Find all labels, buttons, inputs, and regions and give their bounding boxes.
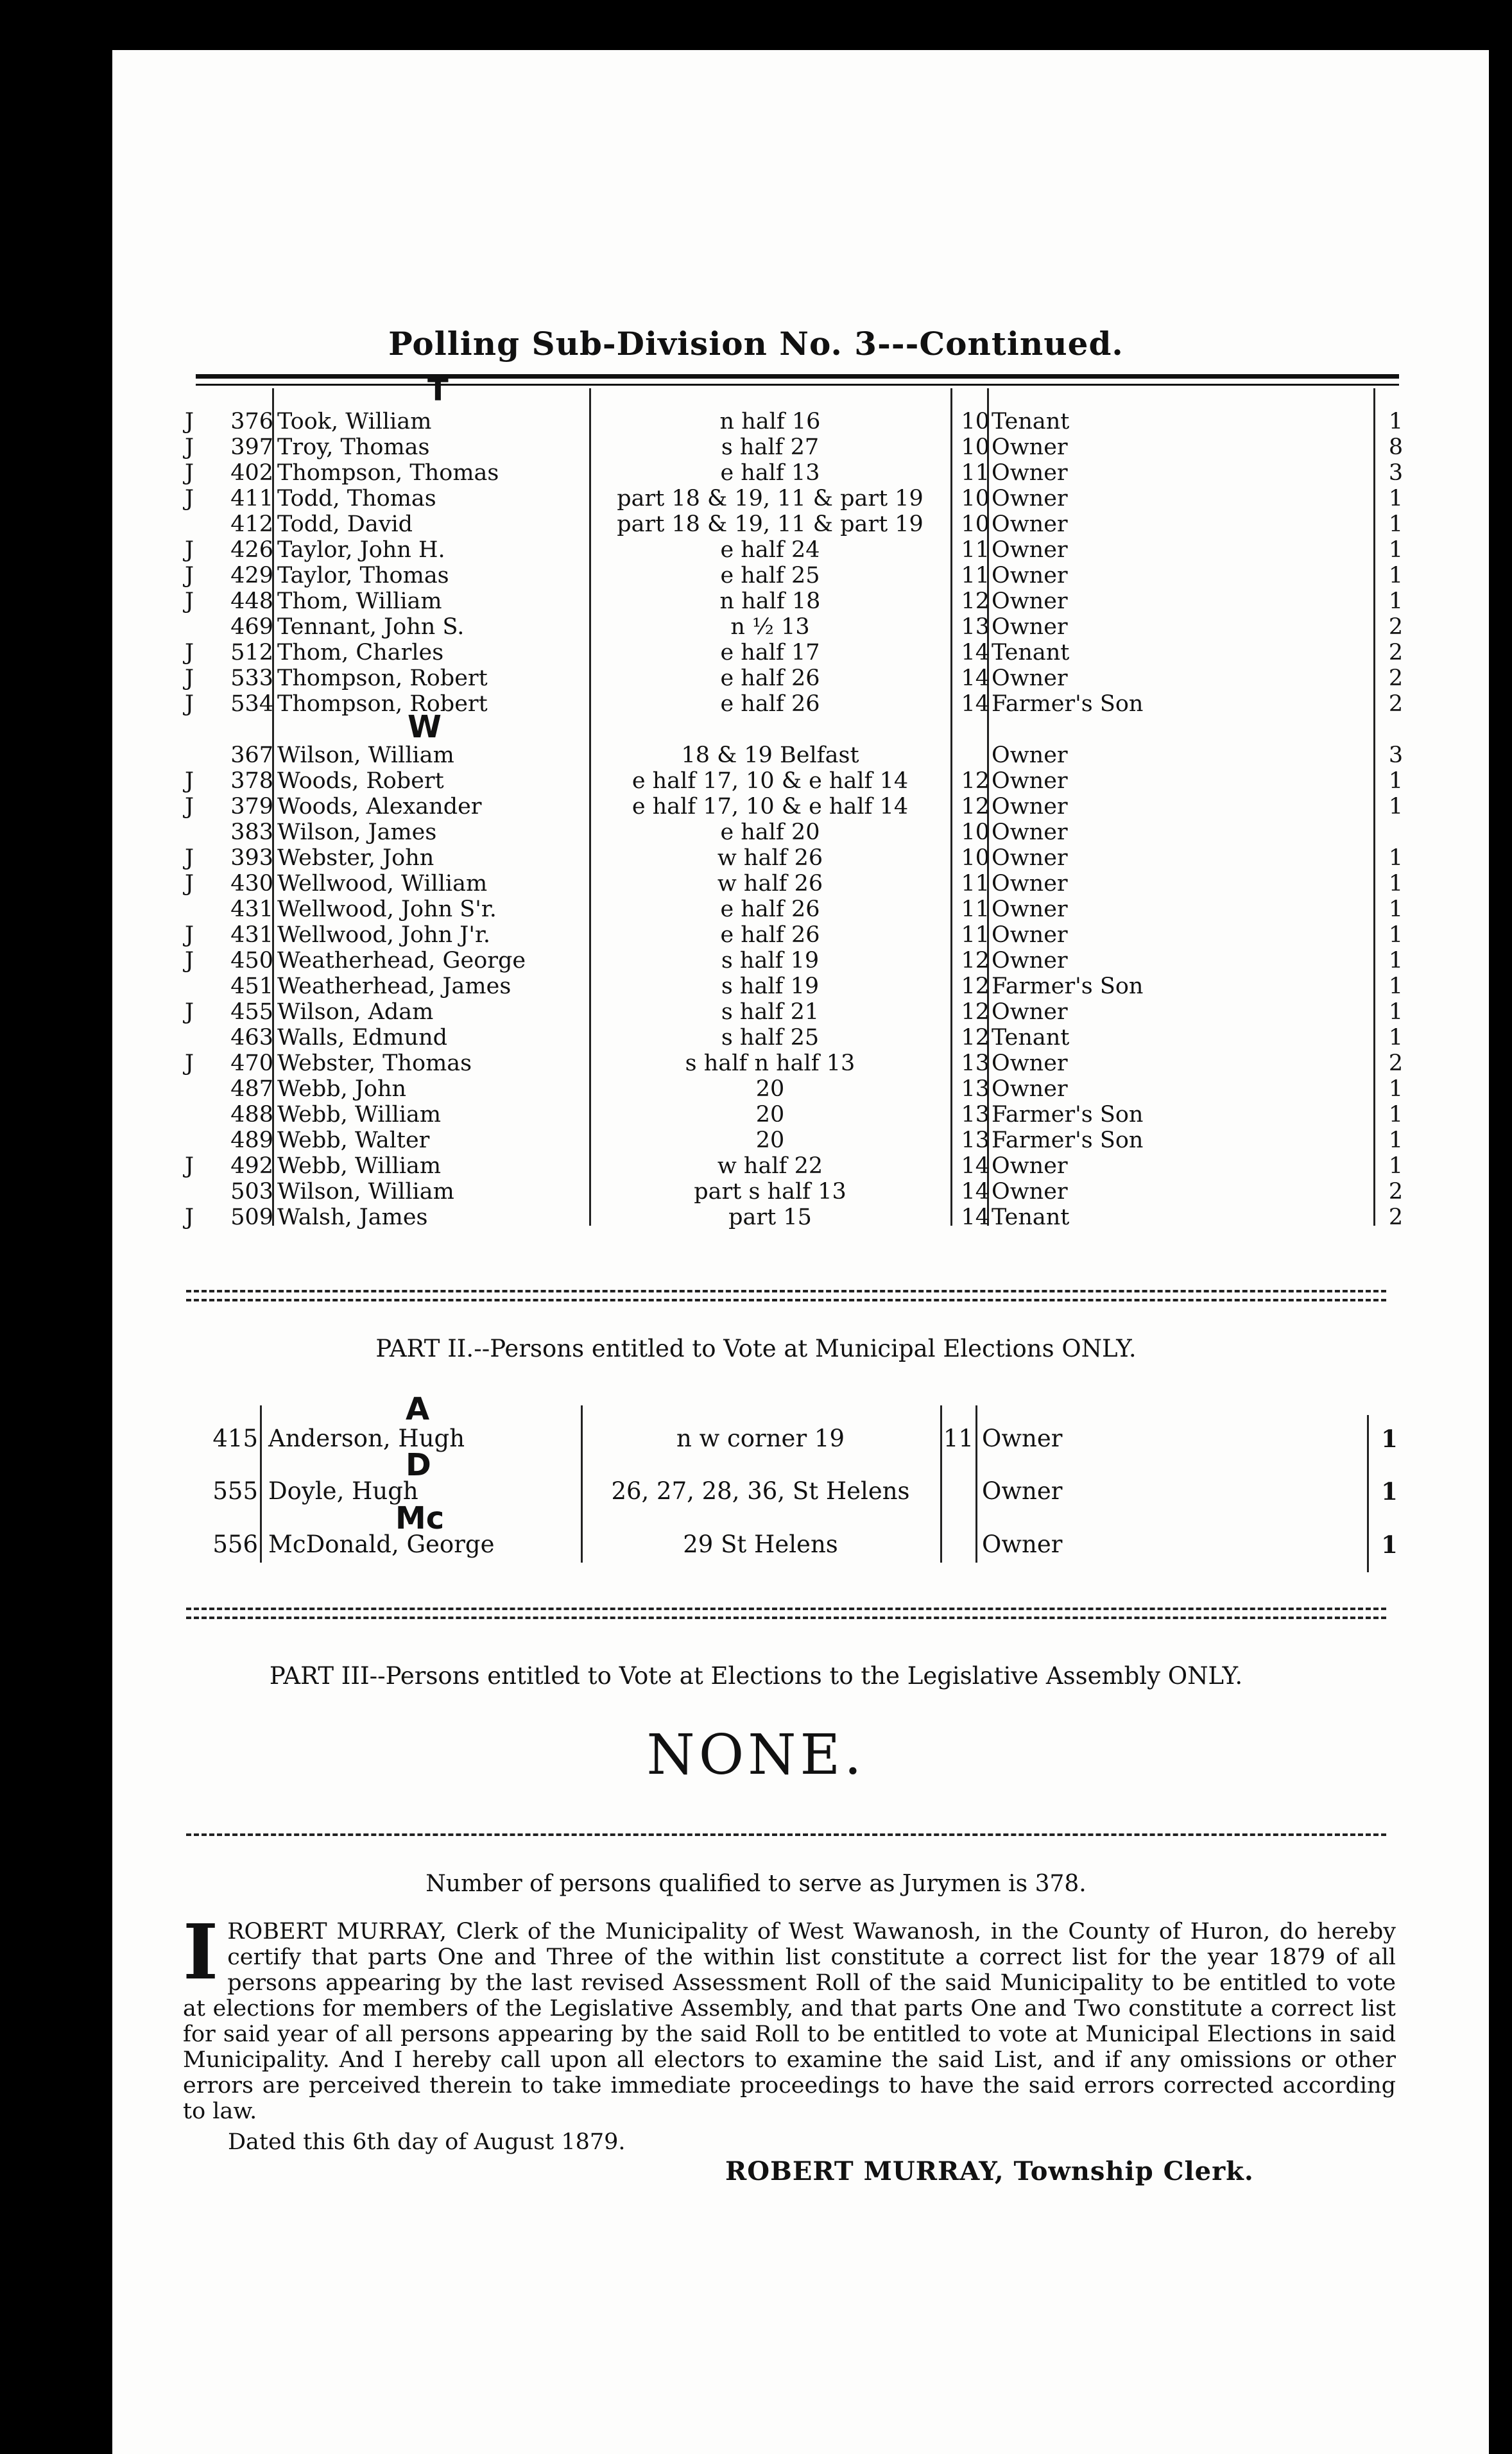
section-letter-a: A: [406, 1391, 430, 1427]
table-row: 367 Wilson, William 18 & 19 Belfast Owner 3: [230, 742, 1404, 768]
section-letter-mc: Mc: [395, 1500, 445, 1536]
table-row: 451 Weatherhead, James s half 19 12 Farmer's Son 1: [230, 974, 1404, 999]
jurymen-count: Number of persons qualified to serve as Jurymen is 378.: [425, 1871, 1087, 1897]
heading-rule-thin: [196, 384, 1399, 386]
table-row: 503 Wilson, William part s half 13 14 Owner 2: [230, 1179, 1404, 1205]
table-row: J 448 Thom, William n half 18 12 Owner 1: [185, 588, 1404, 614]
table-row: 412 Todd, David part 18 & 19, 11 & part 19 10 Owner 1: [230, 511, 1404, 537]
signature-line: ROBERT MURRAY, Township Clerk.: [725, 2156, 1254, 2186]
table-row: J 534 Thompson, Robert e half 26 14 Farmer's Son 2: [185, 691, 1404, 717]
table-row: J 402 Thompson, Thomas e half 13 11 Owner 3: [185, 460, 1404, 486]
section-divider: [186, 1299, 1386, 1301]
certificate-paragraph: [183, 1907, 1396, 2124]
table-row: J 492 Webb, William w half 22 14 Owner 1: [185, 1153, 1404, 1179]
table-row: J 431 Wellwood, John J'r. e half 26 11 Owner 1: [185, 922, 1404, 948]
section-divider: [186, 1833, 1386, 1836]
section-letter-d: D: [406, 1447, 431, 1483]
table-row: 383 Wilson, James e half 20 10 Owner: [230, 819, 1068, 845]
section-letter-w: W: [408, 709, 442, 745]
table-row: 463 Walls, Edmund s half 25 12 Tenant 1: [230, 1025, 1404, 1051]
table-row: J 426 Taylor, John H. e half 24 11 Owner 1: [185, 537, 1404, 563]
table-row: J 411 Todd, Thomas part 18 & 19, 11 & part 19 10 Owner 1: [185, 486, 1404, 511]
table-row: J 376 Took, William n half 16 10 Tenant 1: [185, 409, 1404, 434]
table-row: J 378 Woods, Robert e half 17, 10 & e half 14 12 Owner 1: [185, 768, 1404, 794]
section-divider: [186, 1617, 1386, 1619]
table-row: J 397 Troy, Thomas s half 27 10 Owner 8: [185, 434, 1404, 460]
table-row: J 450 Weatherhead, George s half 19 12 Owner 1: [185, 948, 1404, 974]
table-row: 555 Doyle, Hugh 26, 27, 28, 36, St Helens Owner 1: [212, 1477, 1398, 1506]
drop-cap: I: [183, 1907, 219, 1996]
table-row: 415 Anderson, Hugh n w corner 19 11 Owner 1: [212, 1425, 1398, 1453]
section-letter-t: T: [427, 372, 449, 408]
section-divider: [186, 1290, 1386, 1292]
table-row: J 512 Thom, Charles e half 17 14 Tenant 2: [185, 640, 1404, 665]
table-row: 487 Webb, John 20 13 Owner 1: [230, 1076, 1404, 1102]
table-row: J 393 Webster, John w half 26 10 Owner 1: [185, 845, 1404, 871]
table-row: 556 McDonald, George 29 St Helens Owner 1: [212, 1531, 1398, 1559]
table-row: J 455 Wilson, Adam s half 21 12 Owner 1: [185, 999, 1404, 1025]
dated-line: Dated this 6th day of August 1879.: [228, 2129, 626, 2155]
certificate-text: ROBERT MURRAY, Clerk of the Municipality of West Wawanosh, in the County of Huron, do hereby certify that parts One and Three of the within list constitute a correct list for the year 1879 of all persons appearing by the last revised Assessment Roll of the said Municipality to be entitled to vote at elections for members of the Legislative Assembly, and that parts One and Two constitute a correct list for said year of all persons appearing by the said Roll to be entitled to vote at Municipal Elections in said Municipality. And I hereby call upon all electors to examine the said List, and if any omissions or other errors are perceived therein to take immediate proceedings to have the said errors corrected according to law.: [183, 1919, 1396, 2124]
heading-rule: [196, 374, 1399, 379]
table-row: J 379 Woods, Alexander e half 17, 10 & e half 14 12 Owner 1: [185, 794, 1404, 819]
part-iii-title: PART III--Persons entitled to Vote at Elections to the Legislative Assembly ONLY.: [269, 1662, 1243, 1690]
part-iii-none: NONE.: [646, 1723, 866, 1787]
table-row: 488 Webb, William 20 13 Farmer's Son 1: [230, 1102, 1404, 1128]
table-row: 489 Webb, Walter 20 13 Farmer's Son 1: [230, 1128, 1404, 1153]
table-row: J 430 Wellwood, William w half 26 11 Owner 1: [185, 871, 1404, 897]
table-row: 469 Tennant, John S. n ½ 13 13 Owner 2: [230, 614, 1404, 640]
table-row: J 533 Thompson, Robert e half 26 14 Owner 2: [185, 665, 1404, 691]
part-ii-title: PART II.--Persons entitled to Vote at Municipal Elections ONLY.: [375, 1335, 1137, 1362]
table-row: J 429 Taylor, Thomas e half 25 11 Owner 1: [185, 563, 1404, 588]
table-row: J 470 Webster, Thomas s half n half 13 13 Owner 2: [185, 1051, 1404, 1076]
page-heading: Polling Sub-Division No. 3---Continued.: [388, 325, 1124, 363]
table-row: J 509 Walsh, James part 15 14 Tenant 2: [185, 1205, 1404, 1230]
table-row: 431 Wellwood, John S'r. e half 26 11 Owner 1: [230, 897, 1404, 922]
section-divider: [186, 1608, 1386, 1610]
